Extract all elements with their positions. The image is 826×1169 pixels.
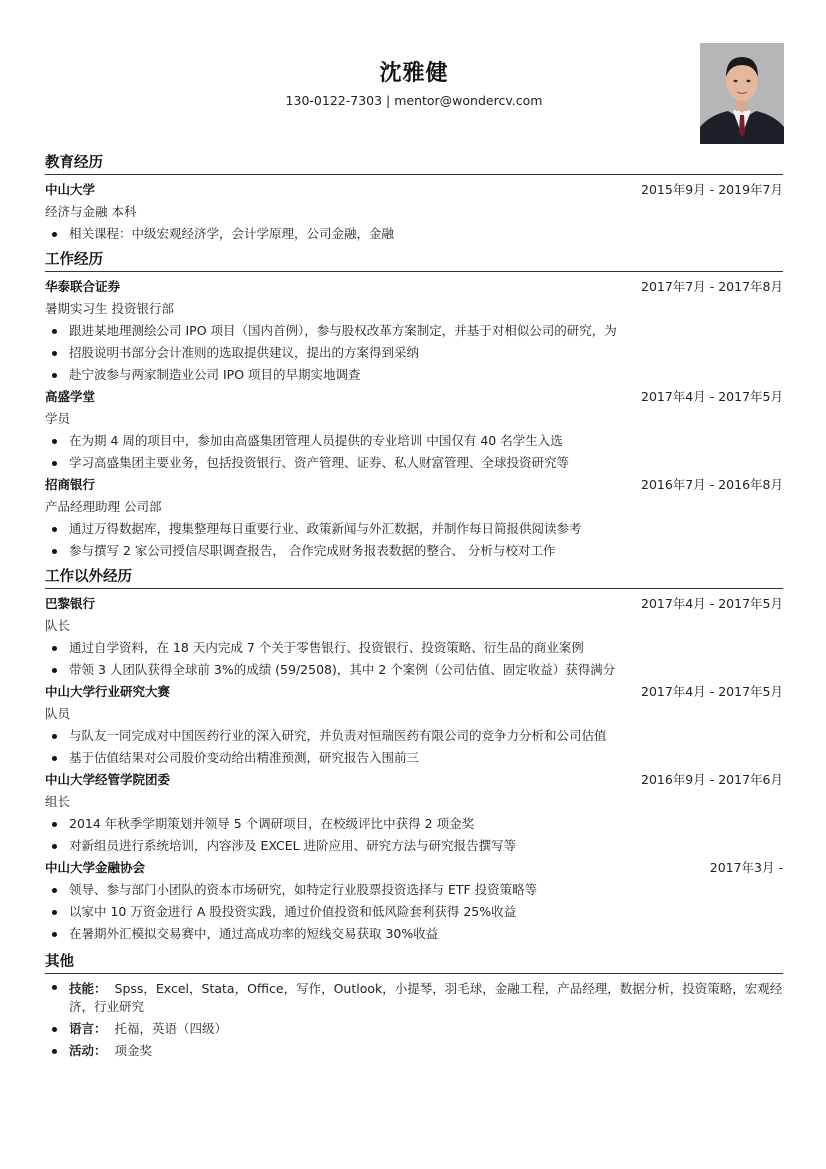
entry-date: 2017年3月 - [709,860,783,875]
list-item: 学习高盛集团主要业务，包括投资银行、资产管理、证券、私人财富管理、全球投资研究等 [69,452,783,474]
entry-date: 2016年9月 - 2017年6月 [641,772,783,787]
entry-date: 2017年4月 - 2017年5月 [641,684,783,699]
entry-date: 2017年4月 - 2017年5月 [641,389,783,404]
list-item: 2014 年秋季学期策划并领导 5 个调研项目，在校级评比中获得 2 项金奖 [69,813,783,835]
list-item: 与队友一同完成对中国医药行业的深入研究，并负责对恒瑞医药有限公司的竞争力分析和公司估值 [69,725,783,747]
entry-date: 2017年4月 - 2017年5月 [641,596,783,611]
entry-date: 2016年7月 - 2016年8月 [641,477,783,492]
work-entry [45,276,783,386]
list-item: 带领 3 人团队获得全球前 3%的成绩 (59/2508)，其中 2 个案例（公司估值、固定收益）获得满分 [69,659,783,681]
extra-entry [45,681,783,769]
profile-photo [700,43,784,144]
contact-info: 130-0122-7303 | mentor@wondercv.com [285,93,543,108]
other-title: 其他 [45,951,783,974]
list-item: 招股说明书部分会计准则的选取提供建议，提出的方案得到采纳 [69,342,783,364]
entry-role: 暑期实习生 投资银行部 [45,301,174,316]
entry-org: 巴黎银行 [45,596,96,611]
entry-date: 2017年7月 - 2017年8月 [641,279,783,294]
extra-section [45,566,783,945]
extra-entry [45,769,783,857]
list-item: 通过万得数据库，搜集整理每日重要行业、政策新闻与外汇数据，并制作每日简报供阅读参考 [69,518,783,540]
entry-role: 学员 [45,411,71,426]
list-item: 赴宁波参与两家制造业公司 IPO 项目的早期实地调查 [69,364,783,386]
list-item [69,1018,783,1040]
extra-entry [45,857,783,945]
work-section [45,249,783,562]
activity-text: 项金奖 [114,1043,153,1058]
other-section [45,951,783,1062]
entry-date: 2015年9月 - 2019年7月 [641,182,783,197]
extra-entry [45,593,783,681]
list-item: 领导、参与部门小团队的资本市场研究，如特定行业股票投资选择与 ETF 投资策略等 [69,879,783,901]
education-section [45,152,783,245]
entry-role: 队员 [45,706,71,721]
entry-role: 队长 [45,618,71,633]
list-item [69,978,783,1018]
candidate-name: 沈雅健 [379,61,449,86]
list-item: 通过自学资料，在 18 天内完成 7 个关于零售银行、投资银行、投资策略、衍生品的商业案例 [69,637,783,659]
list-item: 在为期 4 周的项目中，参加由高盛集团管理人员提供的专业培训 中国仅有 40 名学生入选 [69,430,783,452]
entry-org: 中山大学 [45,182,96,197]
language-label: 语言： [69,1021,107,1036]
list-item: 基于估值结果对公司股价变动给出精准预测，研究报告入围前三 [69,747,783,769]
work-title: 工作经历 [45,249,783,272]
avatar-portrait-icon [700,43,784,144]
extra-title: 工作以外经历 [45,566,783,589]
resume-page [45,0,783,1062]
list-item: 在暑期外汇模拟交易赛中，通过高成功率的短线交易获取 30%收益 [69,923,783,945]
entry-role: 产品经理助理 公司部 [45,499,162,514]
entry-org: 中山大学行业研究大赛 [45,684,171,699]
skills-text: Spss，Excel，Stata，Office，写作，Outlook，小提琴，羽毛球，金融工程，产品经理，数据分析，投资策略，宏观经济，行业研究 [69,981,783,1014]
education-entry [45,179,783,245]
entry-org: 中山大学金融协会 [45,860,146,875]
list-item [69,1040,783,1062]
work-entry [45,386,783,474]
list-item: 相关课程：中级宏观经济学，会计学原理，公司金融，金融 [69,223,783,245]
entry-role: 组长 [45,794,71,809]
list-item: 参与撰写 2 家公司授信尽职调查报告， 合作完成财务报表数据的整合、 分析与校对工作 [69,540,783,562]
activity-label: 活动： [69,1043,107,1058]
entry-role: 经济与金融 本科 [45,204,137,219]
entry-org: 华泰联合证券 [45,279,121,294]
list-item: 对新组员进行系统培训，内容涉及 EXCEL 进阶应用、研究方法与研究报告撰写等 [69,835,783,857]
entry-org: 招商银行 [45,477,96,492]
entry-org: 高盛学堂 [45,389,96,404]
skills-label: 技能： [69,981,107,996]
list-item: 以家中 10 万资金进行 A 股投资实践，通过价值投资和低风险套利获得 25%收益 [69,901,783,923]
resume-header [45,0,783,152]
work-entry [45,474,783,562]
entry-org: 中山大学经管学院团委 [45,772,171,787]
language-text: 托福，英语（四级） [114,1021,228,1036]
list-item: 跟进某地理测绘公司 IPO 项目（国内首例），参与股权改革方案制定，并基于对相似公司的研究，为 [69,320,783,342]
education-title: 教育经历 [45,152,783,175]
